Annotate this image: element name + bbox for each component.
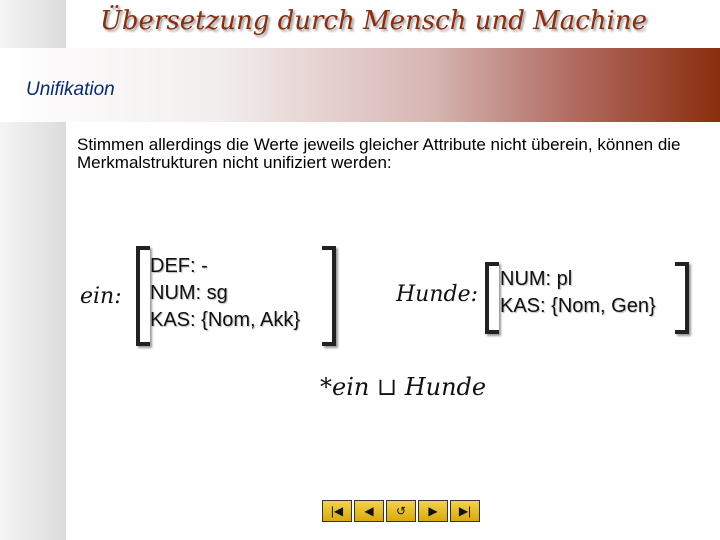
unification-result: *ein ⊔ Hunde (320, 373, 487, 401)
hunde-right-bracket (675, 262, 689, 334)
hunde-feature-num: NUM: pl (500, 268, 573, 290)
ein-feature-kas: KAS: {Nom, Akk} (150, 309, 301, 331)
ein-feature-def: DEF: - (150, 255, 208, 277)
next-slide-icon[interactable]: ▶ (418, 500, 448, 522)
hunde-label: Hunde: (396, 282, 479, 307)
hunde-feature-kas: KAS: {Nom, Gen} (500, 295, 656, 317)
ein-label: ein: (80, 284, 122, 309)
section-title: Unifikation (26, 79, 115, 100)
return-icon[interactable]: ↺ (386, 500, 416, 522)
slide-navigation (322, 500, 480, 522)
intro-paragraph: Stimmen allerdings die Werte jeweils gleicher Attribute nicht überein, können die Merkmalstrukturen nicht unifiziert werden: (77, 135, 681, 172)
ein-feature-num: NUM: sg (150, 282, 228, 304)
last-slide-icon[interactable]: ▶| (450, 500, 480, 522)
previous-slide-icon[interactable]: ◀ (354, 500, 384, 522)
ein-right-bracket (322, 246, 336, 346)
ein-left-bracket (136, 246, 150, 346)
hunde-left-bracket (485, 262, 499, 334)
presentation-title: Übersetzung durch Mensch und Machine (100, 6, 647, 36)
first-slide-icon[interactable]: |◀ (322, 500, 352, 522)
